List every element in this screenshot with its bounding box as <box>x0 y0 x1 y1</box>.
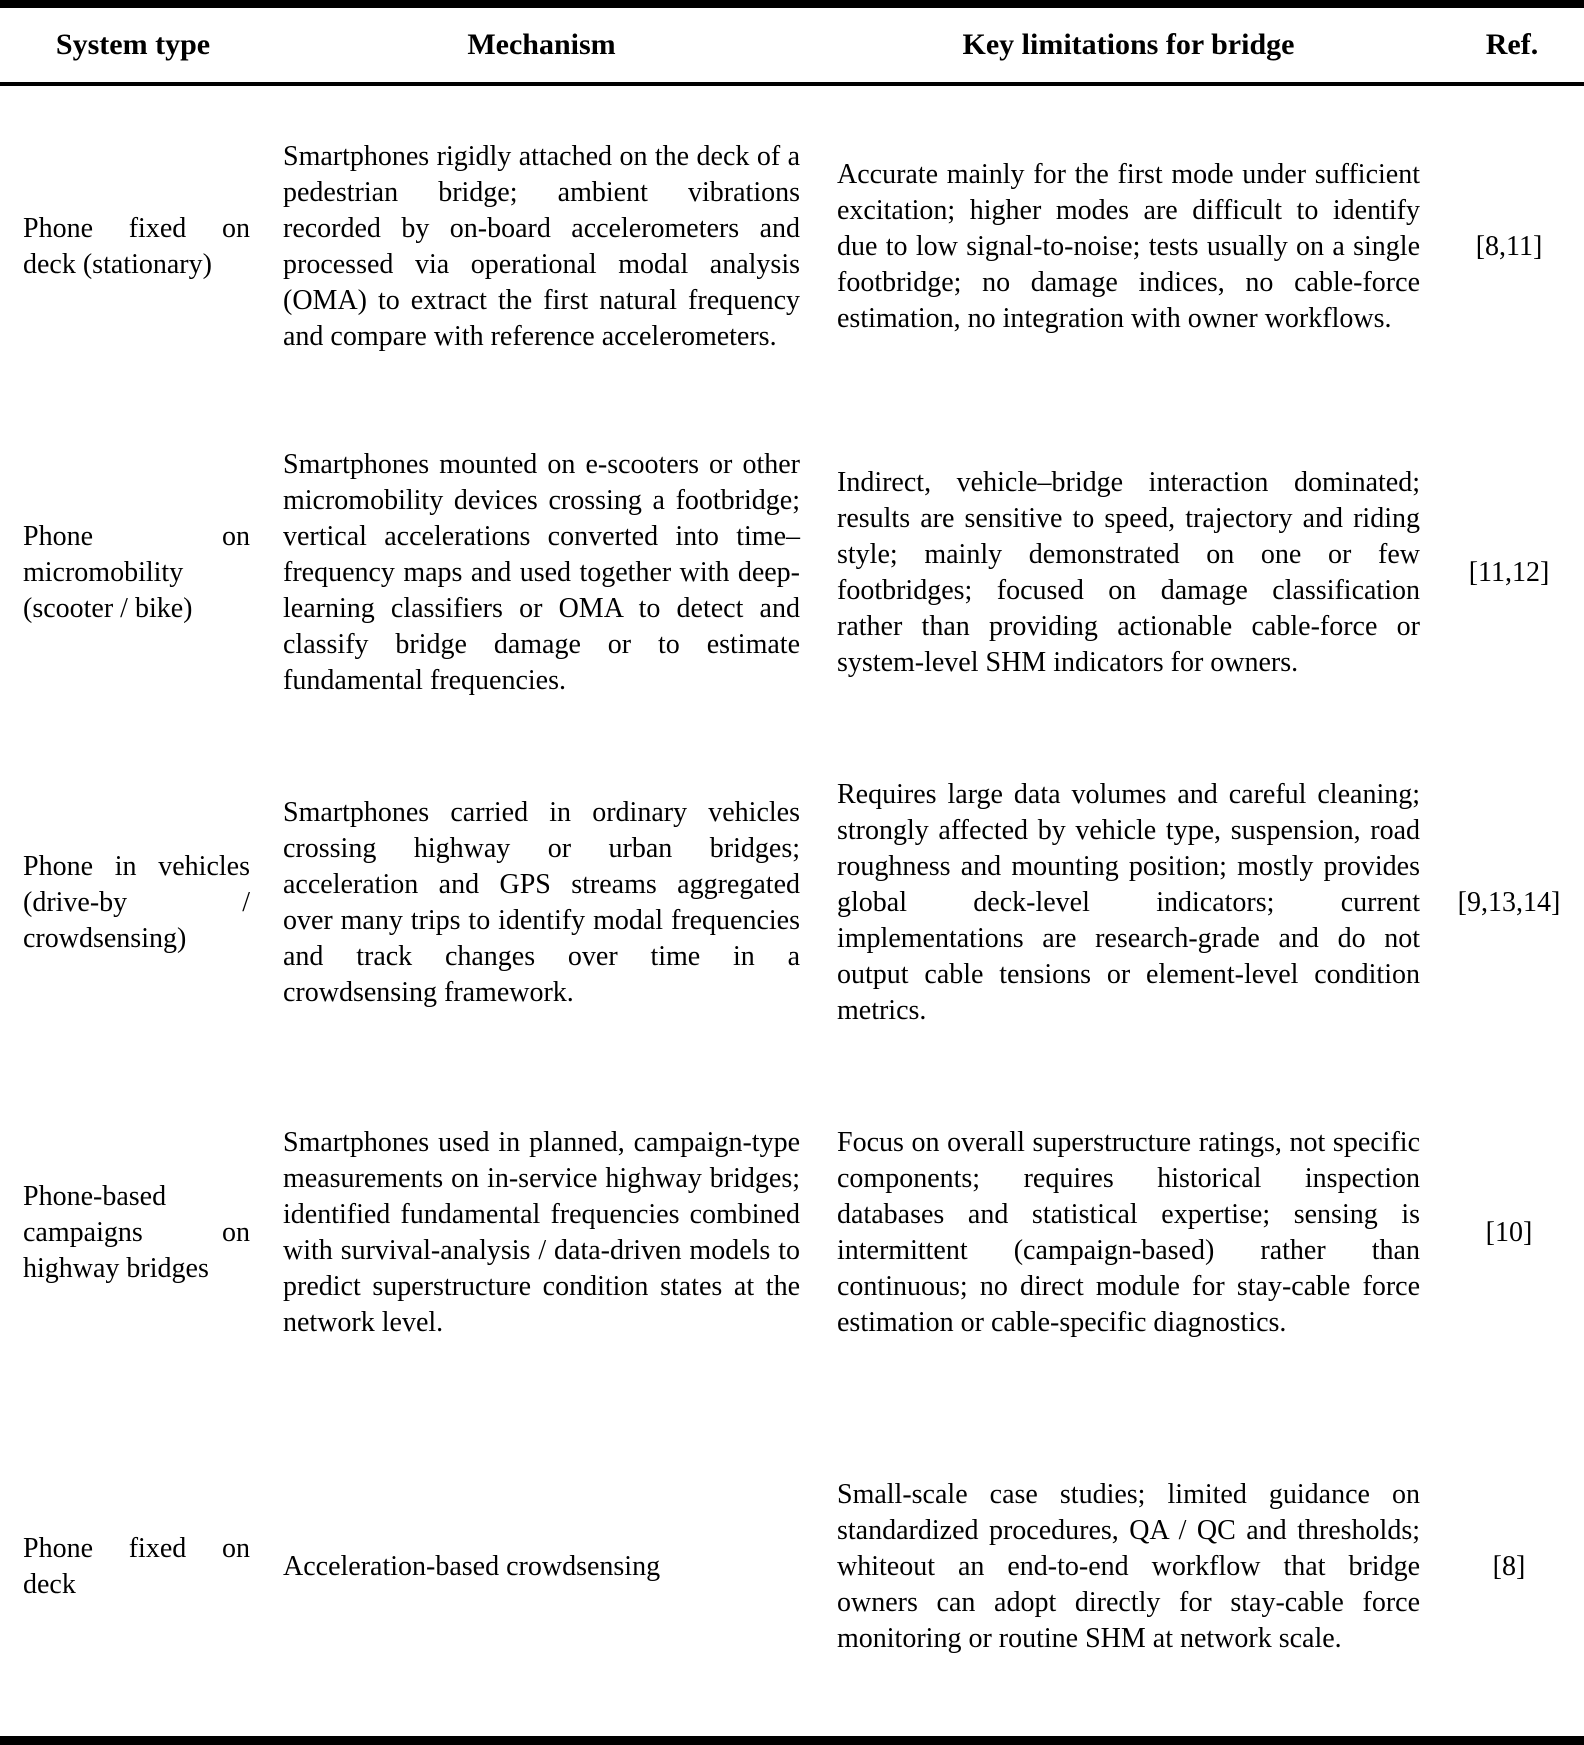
cell-limitations: Focus on overall superstructure ratings, not specific components; requires historical inspection databases and statistical expertise; sensing is intermittent (campaign-based) rather than continuous; no direct module for stay-cable force estimation or cable-specific diagnostics. <box>817 1068 1440 1398</box>
cell-mechanism: Smartphones rigidly attached on the deck of a pedestrian bridge; ambient vibrations recorded by on-board accelerometers and processed via operational modal analysis (OMA) to extract the first natural frequency and compare with reference accelerometers. <box>266 84 817 408</box>
cell-ref: [9,13,14] <box>1440 738 1584 1068</box>
table-header <box>0 4 1584 84</box>
cell-mechanism: Smartphones used in planned, campaign-type measurements on in-service highway bridges; identified fundamental frequencies combined with survival-analysis / data-driven models to predict superstructure condition states at the network level. <box>266 1068 817 1398</box>
column-header-mechanism: Mechanism <box>266 4 817 84</box>
cell-limitations: Accurate mainly for the first mode under sufficient excitation; higher modes are difficult to identify due to low signal-to-noise; tests usually on a single footbridge; no damage indices, no cable-force estimation, no integration with owner workflows. <box>817 84 1440 408</box>
cell-system-type: Phone fixed on deck (stationary) <box>0 84 266 408</box>
cell-mechanism: Acceleration-based crowdsensing <box>266 1398 817 1740</box>
cell-limitations: Indirect, vehicle–bridge interaction dominated; results are sensitive to speed, trajectory and riding style; mainly demonstrated on one or few footbridges; focused on damage classification rather than providing actionable cable-force or system-level SHM indicators for owners. <box>817 408 1440 738</box>
cell-system-type: Phone on micromobility (scooter / bike) <box>0 408 266 738</box>
cell-ref: [11,12] <box>1440 408 1584 738</box>
cell-limitations: Small-scale case studies; limited guidance on standardized procedures, QA / QC and thresholds; whiteout an end-to-end workflow that bridge owners can adopt directly for stay-cable force monitoring or routine SHM at network scale. <box>817 1398 1440 1740</box>
table-row <box>0 738 1584 1068</box>
table-row <box>0 408 1584 738</box>
column-header-ref: Ref. <box>1440 4 1584 84</box>
cell-limitations: Requires large data volumes and careful cleaning; strongly affected by vehicle type, suspension, road roughness and mounting position; mostly provides global deck-level indicators; current implementations are research-grade and do not output cable tensions or element-level condition metrics. <box>817 738 1440 1068</box>
column-header-key-limitations: Key limitations for bridge <box>817 4 1440 84</box>
cell-mechanism: Smartphones mounted on e-scooters or other micromobility devices crossing a footbridge; vertical accelerations converted into time–frequency maps and used together with deep-learning classifiers or OMA to detect and classify bridge damage or to estimate fundamental frequencies. <box>266 408 817 738</box>
cell-system-type: Phone fixed on deck <box>0 1398 266 1740</box>
table-row <box>0 84 1584 408</box>
table-body <box>0 84 1584 1740</box>
cell-system-type: Phone in vehicles (drive-by / crowdsensing) <box>0 738 266 1068</box>
cell-system-type: Phone-based campaigns on highway bridges <box>0 1068 266 1398</box>
table-row <box>0 1068 1584 1398</box>
cell-ref: [8,11] <box>1440 84 1584 408</box>
column-header-system-type: System type <box>0 4 266 84</box>
cell-ref: [10] <box>1440 1068 1584 1398</box>
cell-ref: [8] <box>1440 1398 1584 1740</box>
header-row <box>0 4 1584 84</box>
cell-mechanism: Smartphones carried in ordinary vehicles crossing highway or urban bridges; acceleration and GPS streams aggregated over many trips to identify modal frequencies and track changes over time in a crowdsensing framework. <box>266 738 817 1068</box>
table-row <box>0 1398 1584 1740</box>
